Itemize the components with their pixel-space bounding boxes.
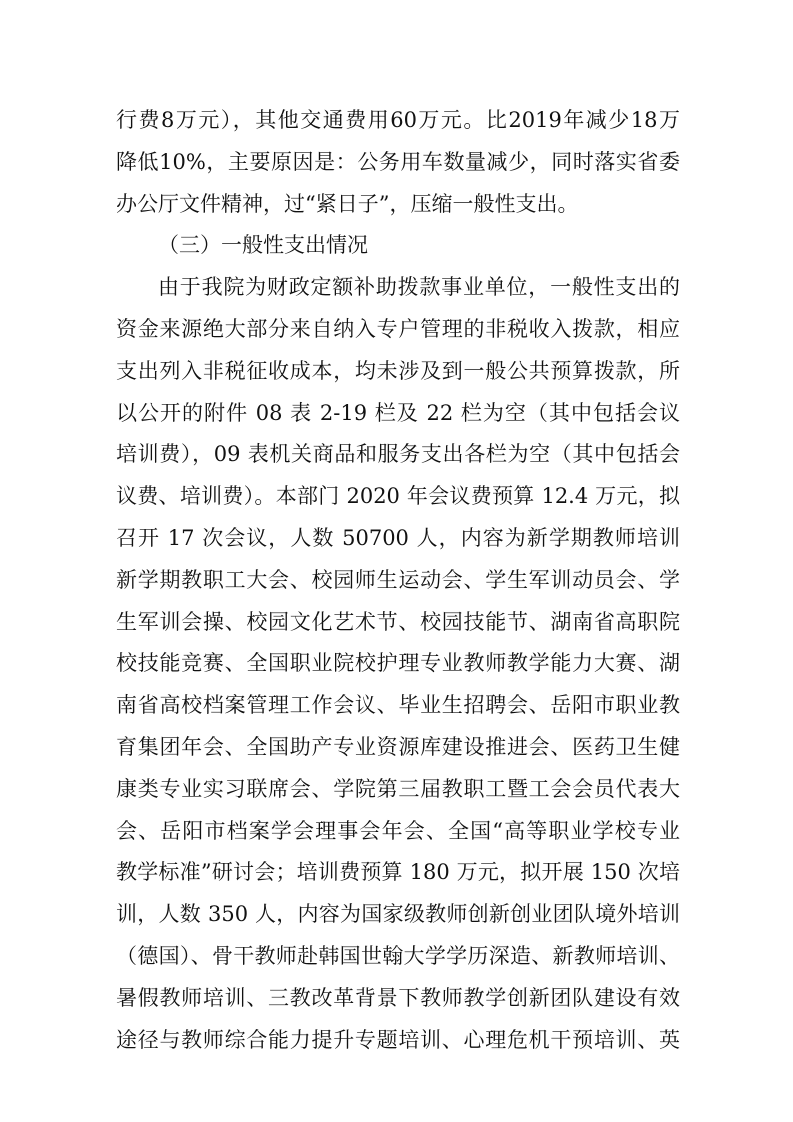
text-line: 由于我院为财政定额补助拨款事业单位，一般性支出的 — [158, 275, 680, 300]
text-line: 办公厅文件精神，过“紧日子”，压缩一般性支出。 — [116, 191, 579, 216]
text-line: 暑假教师培训、三教改革背景下教师教学创新团队建设有效 — [116, 985, 680, 1010]
section-heading: （三）一般性支出情况 — [158, 233, 368, 258]
text-line: 以公开的附件 08 表 2-19 栏及 22 栏为空（其中包括会议 — [116, 400, 680, 425]
text-line: 行费8万元），其他交通费用60万元。比2019年减少18万 — [116, 108, 680, 132]
text-line: 途径与教师综合能力提升专题培训、心理危机干预培训、英 — [116, 1027, 680, 1052]
text-line: （德国）、骨干教师赴韩国世翰大学学历深造、新教师培训、 — [116, 943, 680, 968]
text-line: 支出列入非税征收成本，均未涉及到一般公共预算拨款，所 — [116, 358, 680, 383]
text-line: 新学期教职工大会、校园师生运动会、学生军训动员会、学 — [116, 567, 680, 592]
text-line: 议费、培训费）。本部门 2020 年会议费预算 12.4 万元，拟 — [116, 484, 680, 509]
text-line: 训，人数 350 人，内容为国家级教师创新创业团队境外培训 — [116, 902, 680, 927]
text-line: 南省高校档案管理工作会议、毕业生招聘会、岳阳市职业教 — [116, 693, 680, 718]
text-line: 资金来源绝大部分来自纳入专户管理的非税收入拨款，相应 — [116, 316, 680, 341]
text-line: 校技能竞赛、全国职业院校护理专业教师教学能力大赛、湖 — [116, 651, 680, 676]
text-line: 育集团年会、全国助产专业资源库建设推进会、医药卫生健 — [116, 734, 680, 759]
text-line: 康类专业实习联席会、学院第三届教职工暨工会会员代表大 — [116, 776, 680, 801]
text-line: 降低10%，主要原因是：公务用车数量减少，同时落实省委 — [116, 149, 680, 174]
body-text — [116, 100, 680, 1061]
text-line: 召开 17 次会议，人数 50700 人，内容为新学期教师培训 — [116, 525, 680, 550]
text-line: 生军训会操、校园文化艺术节、校园技能节、湖南省高职院 — [116, 609, 680, 634]
text-line: 教学标准”研讨会；培训费预算 180 万元，拟开展 150 次培 — [116, 860, 680, 885]
text-line: 培训费），09 表机关商品和服务支出各栏为空（其中包括会 — [116, 442, 680, 467]
text-line: 会、岳阳市档案学会理事会年会、全国“高等职业学校专业 — [116, 818, 680, 843]
